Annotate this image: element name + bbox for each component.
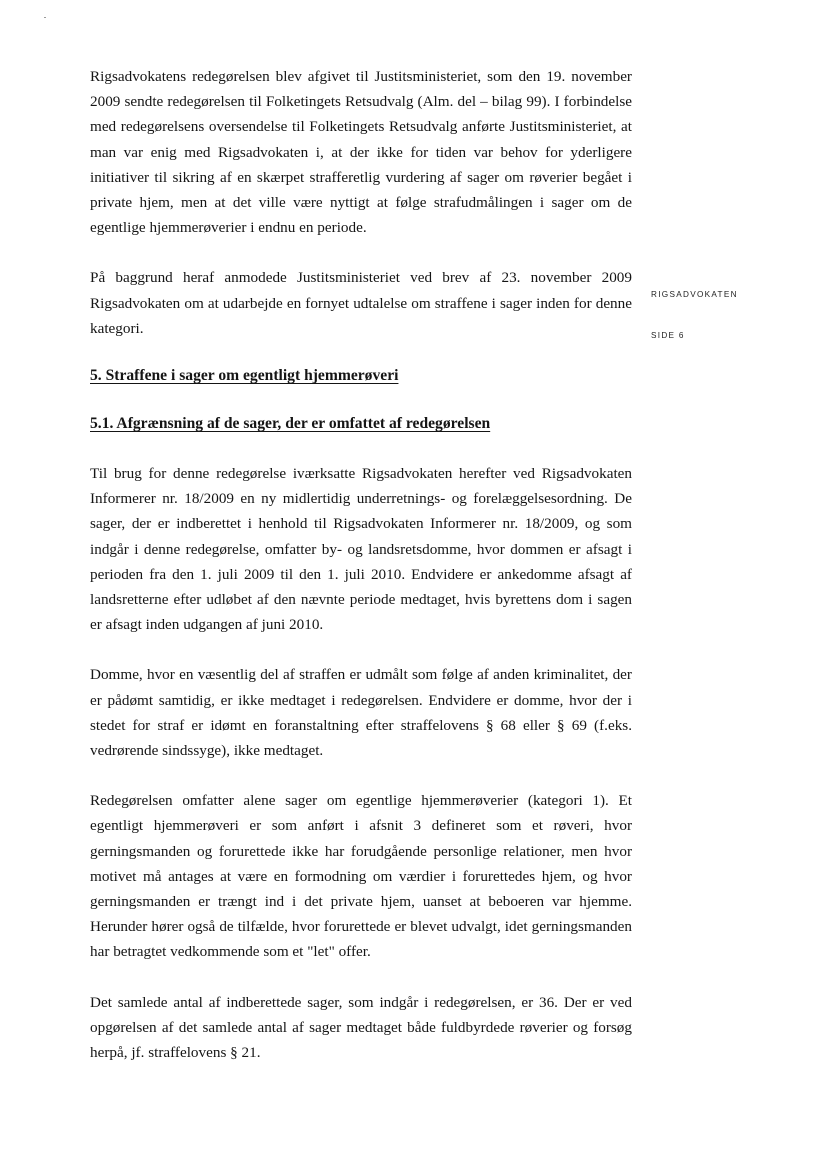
subsection-heading: 5.1. Afgrænsning af de sager, der er omfattet af redegørelsen [90,415,491,433]
sidebar-org-label: RIGSADVOKATEN [651,290,738,299]
scan-mark [44,17,46,18]
paragraph-2: På baggrund heraf anmodede Justitsministeriet ved brev af 23. november 2009 Rigsadvokaten om at udarbejde en fornyet udtalelse om straffene i sager inden for denne kategori. [90,269,632,337]
paragraph-1: Rigsadvokatens redegørelsen blev afgivet til Justitsministeriet, som den 19. november 2009 sendte redegørelsen til Folketingets Retsudvalg (Alm. del – bilag 99). I forbindelse med redegørelsens oversendelse til Folketingets Retsudvalg anførte Justitsministeriet, at man var enig med Rigsadvokaten i, at der ikke for tiden var behov for yderligere initiativer til sikring af en skærpet strafferetlig vurdering af sager om røverier begået i private hjem, men at det ville være nyttigt at følge strafudmålingen i sager om de egentlige hjemmerøverier i endnu en periode. [90,68,632,237]
paragraph-6: Det samlede antal af indberettede sager, som indgår i redegørelsen, er 36. Der er ved opgørelsen af det samlede antal af sager medtaget både fuldbyrdede røverier og forsøg herpå, jf. straffelovens § 21. [90,993,632,1062]
paragraph-4: Domme, hvor en væsentlig del af straffen er udmålt som følge af anden kriminalitet, der er pådømt samtidig, er ikke medtaget i redegørelsen. Endvidere er domme, hvor der i stedet for straf er idømt en foranstaltning efter straffelovens § 68 eller § 69 (f.eks. vedrørende sindssyge), ikke medtaget. [90,666,632,760]
section-heading: 5. Straffene i sager om egentligt hjemmerøveri [90,367,399,385]
paragraph-5: Redegørelsen omfatter alene sager om egentlige hjemmerøverier (kategori 1). Et egentligt hjemmerøveri er som anført i afsnit 3 defineret som et røveri, hvor gerningsmanden og forurettede ikke har forudgående personlige relationer, men hvor motivet må antages at være en formodning om værdier i forurettedes hjem, og hvor gerningsmanden er trængt ind i det private hjem, uanset at beboeren var hjemme. Herunder hører også de tilfælde, hvor forurettede er blevet udvalgt, idet gerningsmanden har betragtet vedkommende som et "let" offer. [90,792,632,961]
sidebar-page-label: SIDE 6 [651,331,685,340]
paragraph-3: Til brug for denne redegørelse iværksatte Rigsadvokaten herefter ved Rigsadvokaten Informerer nr. 18/2009 en ny midlertidig underretnings- og forelæggelsesordning. De sager, der er indberettet i henhold til Rigsadvokaten Informerer nr. 18/2009, og som indgår i denne redegørelse, omfatter by- og landsretsdomme, hvor dommen er afsagt i perioden fra den 1. juli 2009 til den 1. juli 2010. Endvidere er ankedomme afsagt af landsretterne efter udløbet af den nævnte periode medtaget, hvis byrettens dom i sagen er afsagt inden udgangen af juni 2010. [90,465,632,634]
body-text [90,64,632,1065]
